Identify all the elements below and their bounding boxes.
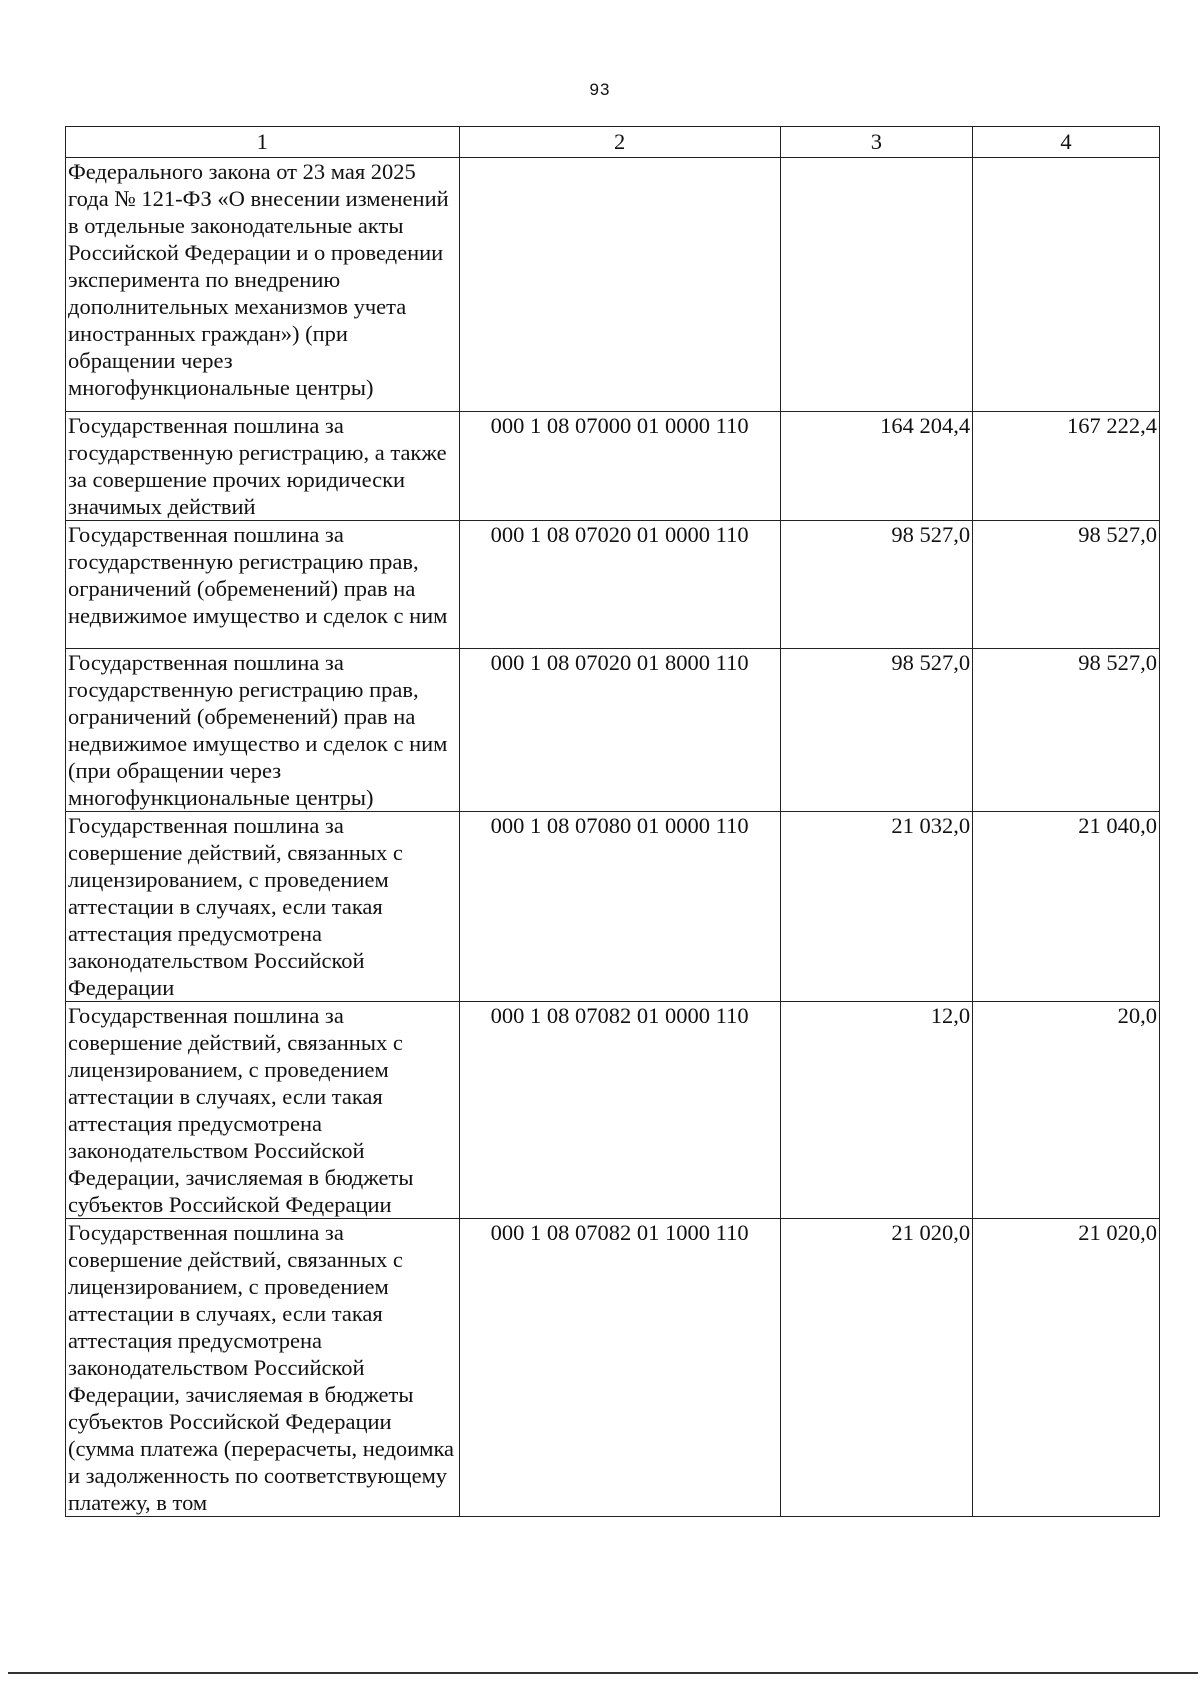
- table-row: [66, 412, 1160, 521]
- row-value-col3: 98 527,0: [780, 521, 972, 649]
- row-value-col4: 20,0: [973, 1002, 1160, 1219]
- row-code: 000 1 08 07080 01 0000 110: [459, 812, 780, 1002]
- revenue-table: [65, 126, 1160, 1517]
- row-code: [459, 158, 780, 412]
- row-name: Федерального закона от 23 мая 2025 года № 121-ФЗ «О внесении изменений в отдельные законодательные акты Российской Федерации и о проведении эксперимента по внедрению дополнительных механизмов учета иностранных граждан») (при обращении через многофункциональные центры): [66, 158, 460, 412]
- table-row: [66, 1002, 1160, 1219]
- row-name: Государственная пошлина за совершение действий, связанных с лицензированием, с проведением аттестации в случаях, если такая аттестация предусмотрена законодательством Российской Федерации, зачисляемая в бюджеты субъектов Российской Федерации: [66, 1002, 460, 1219]
- row-name: Государственная пошлина за государственную регистрацию прав, ограничений (обременений) прав на недвижимое имущество и сделок с ним (при обращении через многофункциональные центры): [66, 649, 460, 812]
- row-code: 000 1 08 07082 01 1000 110: [459, 1219, 780, 1517]
- table-row: [66, 158, 1160, 412]
- row-name: Государственная пошлина за совершение действий, связанных с лицензированием, с проведением аттестации в случаях, если такая аттестация предусмотрена законодательством Российской Федерации: [66, 812, 460, 1002]
- row-value-col4: 21 020,0: [973, 1219, 1160, 1517]
- table-row: [66, 649, 1160, 812]
- row-code: 000 1 08 07020 01 0000 110: [459, 521, 780, 649]
- row-value-col4: 98 527,0: [973, 649, 1160, 812]
- table-row: [66, 812, 1160, 1002]
- row-name: Государственная пошлина за государственную регистрацию, а также за совершение прочих юридически значимых действий: [66, 412, 460, 521]
- row-name: Государственная пошлина за совершение действий, связанных с лицензированием, с проведением аттестации в случаях, если такая аттестация предусмотрена законодательством Российской Федерации, зачисляемая в бюджеты субъектов Российской Федерации (сумма платежа (перерасчеты, недоимка и задолженность по соответствующему платежу, в том: [66, 1219, 460, 1517]
- row-value-col3: 164 204,4: [780, 412, 972, 521]
- row-code: 000 1 08 07082 01 0000 110: [459, 1002, 780, 1219]
- row-value-col4: 21 040,0: [973, 812, 1160, 1002]
- row-name: Государственная пошлина за государственную регистрацию прав, ограничений (обременений) прав на недвижимое имущество и сделок с ним: [66, 521, 460, 649]
- table-row: [66, 521, 1160, 649]
- row-value-col3: 21 020,0: [780, 1219, 972, 1517]
- row-code: 000 1 08 07000 01 0000 110: [459, 412, 780, 521]
- row-value-col3: [780, 158, 972, 412]
- row-value-col3: 21 032,0: [780, 812, 972, 1002]
- page-bottom-rule: [8, 1672, 1198, 1674]
- column-header-3: 3: [780, 127, 972, 158]
- row-value-col3: 12,0: [780, 1002, 972, 1219]
- row-value-col3: 98 527,0: [780, 649, 972, 812]
- column-header-4: 4: [973, 127, 1160, 158]
- page-number: 93: [589, 80, 611, 99]
- column-header-2: 2: [459, 127, 780, 158]
- row-code: 000 1 08 07020 01 8000 110: [459, 649, 780, 812]
- row-value-col4: 167 222,4: [973, 412, 1160, 521]
- row-value-col4: [973, 158, 1160, 412]
- row-value-col4: 98 527,0: [973, 521, 1160, 649]
- table-row: [66, 1219, 1160, 1517]
- column-header-1: 1: [66, 127, 460, 158]
- table-header-row: [66, 127, 1160, 158]
